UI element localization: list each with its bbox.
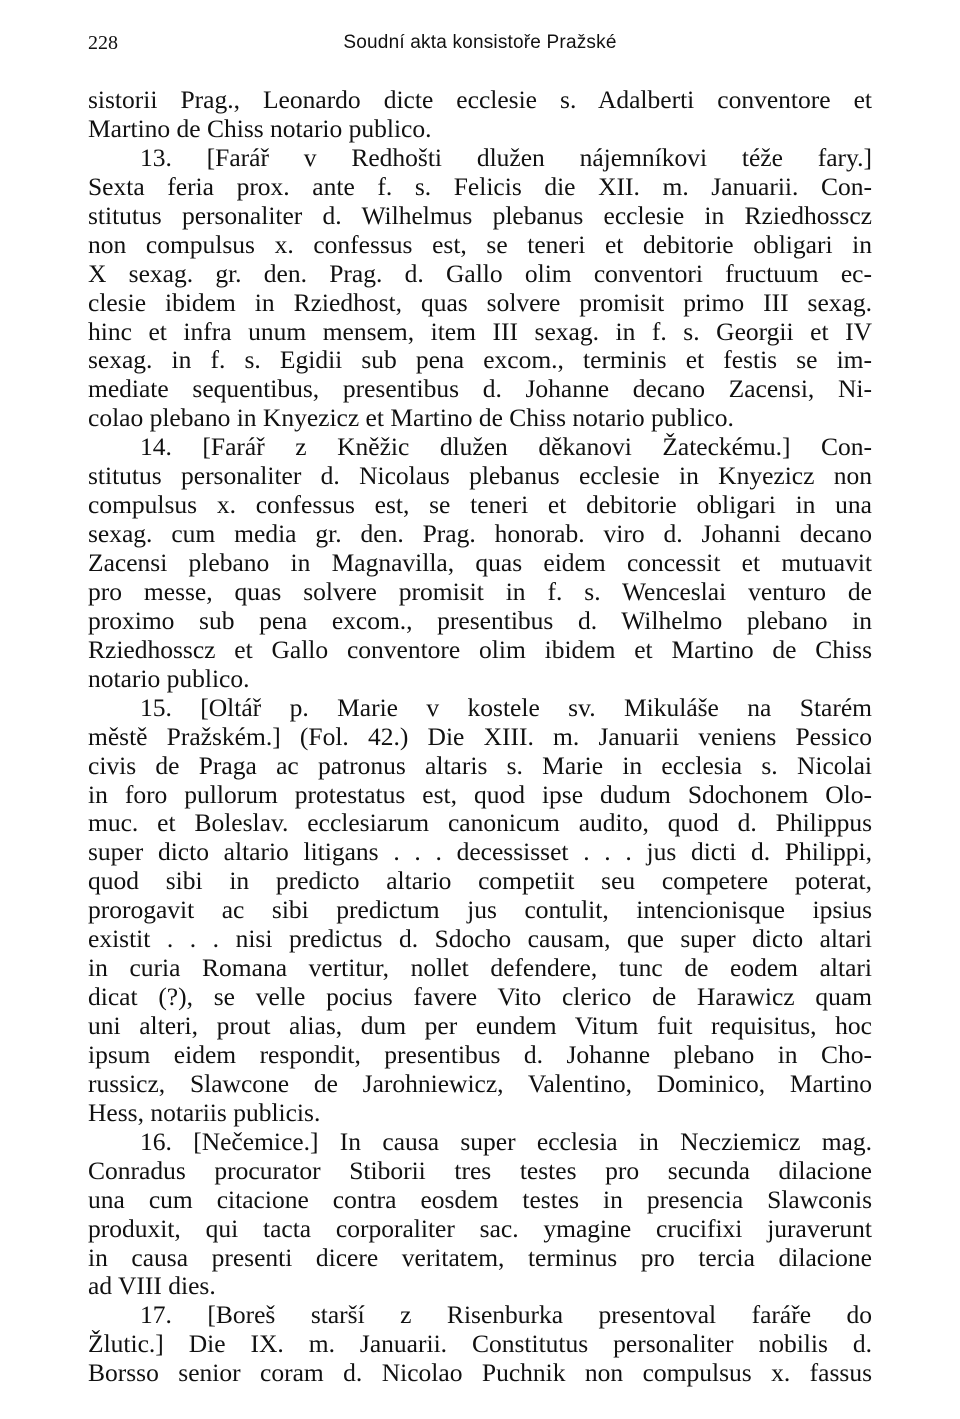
text-line: civis de Praga ac patronus altaris s. Marie in ecclesia s. Nicolai xyxy=(88,750,872,780)
text-line: hinc et infra unum mensem, item III sexag. in f. s. Georgii et IV xyxy=(88,316,872,346)
text-line: clesie ibidem in Rziedhost, quas solvere promisit primo III sexag. xyxy=(88,287,872,317)
entry-15-heading: 15. [Oltář p. Marie v kostele sv. Mikuláše na Starém xyxy=(140,692,872,722)
text-line: ad VIII dies. xyxy=(88,1271,216,1301)
text-line: in curia Romana vertitur, nollet defendere, tunc de eodem altari xyxy=(88,953,872,983)
text-line: uni alteri, prout alias, dum per eundem Vitum fuit requisitus, hoc xyxy=(88,1011,872,1040)
text-line: Zacensi plebano in Magnavilla, quas eidem concessit et mutuavit xyxy=(88,548,872,577)
running-head: Soudní akta konsistoře Pražské xyxy=(343,32,617,53)
text-line: X sexag. gr. den. Prag. d. Gallo olim conventori fructuum ec- xyxy=(88,258,872,288)
text-line: pro messe, quas solvere promisit in f. s. Wenceslai venturo de xyxy=(88,576,872,606)
text-line: muc. et Boleslav. ecclesiarum canonicum audito, quod d. Philippus xyxy=(88,808,872,838)
text-line: una cum citacione contra eosdem testes in presencia Slawconis xyxy=(88,1184,872,1214)
text-line: colao plebano in Knyezicz et Martino de Chiss notario publico. xyxy=(88,403,734,433)
text-line: super dicto altario litigans . . . decessisset . . . jus dicti d. Philippi, xyxy=(88,837,872,867)
text-line: Sexta feria prox. ante f. s. Felicis die XII. m. Januarii. Con- xyxy=(88,171,872,201)
page-header xyxy=(88,30,872,56)
text-line: sexag. cum media gr. den. Prag. honorab. viro d. Johanni decano xyxy=(88,519,872,549)
text-line: stitutus personaliter d. Nicolaus plebanus ecclesie in Knyezicz non xyxy=(88,461,872,491)
entry-16-heading: 16. [Nečemice.] In causa super ecclesia in Necziemicz mag. xyxy=(140,1126,872,1156)
text-line: produxit, qui tacta corporaliter sac. ymagine crucifixi juraverunt xyxy=(88,1213,872,1243)
text-line: quod sibi in predicto altario competiit seu competere poterat, xyxy=(88,866,872,896)
text-line: prorogavit ac sibi predictum jus contulit, intencionisque ipsius xyxy=(88,895,872,925)
text-line: Martino de Chiss notario publico. xyxy=(88,113,432,143)
text-line: Borsso senior coram d. Nicolao Puchnik non compulsus x. fassus xyxy=(88,1358,872,1388)
text-line: stitutus personaliter d. Wilhelmus plebanus ecclesie in Rziedhosscz xyxy=(88,200,872,230)
page-number: 228 xyxy=(88,32,118,54)
text-line: non compulsus x. confessus est, se teneri et debitorie obligari in xyxy=(88,229,872,259)
text-line: ipsum eidem respondit, presentibus d. Johanne plebano in Cho- xyxy=(88,1039,872,1069)
entry-14-heading: 14. [Farář z Kněžic dlužen děkanovi Žateckému.] Con- xyxy=(140,432,872,462)
entry-17-heading: 17. [Boreš starší z Risenburka presentoval faráře do xyxy=(140,1300,872,1330)
text-line: notario publico. xyxy=(88,663,250,693)
text-line: in causa presenti dicere veritatem, terminus pro tercia dilacione xyxy=(88,1242,872,1272)
entry-13-heading: 13. [Farář v Redhošti dlužen nájemníkovi téže fary.] xyxy=(140,142,872,172)
text-line: Rziedhosscz et Gallo conventore olim ibidem et Martino de Chiss xyxy=(88,634,872,664)
text-line: sistorii Prag., Leonardo dicte ecclesie s. Adalberti conventore et xyxy=(88,85,872,114)
text-line: proximo sub pena excom., presentibus d. Wilhelmo plebano in xyxy=(88,605,872,635)
text-line: městě Pražském.] (Fol. 42.) Die XIII. m. Januarii veniens Pessico xyxy=(88,721,872,751)
text-line: dicat (?), se velle pocius favere Vito clerico de Harawicz quam xyxy=(88,982,872,1012)
text-line: in foro pullorum protestatus est, quod ipse dudum Sdochonem Olo- xyxy=(88,779,872,809)
text-line: sexag. in f. s. Egidii sub pena excom., terminis et festis se im- xyxy=(88,345,872,375)
text-line: mediate sequentibus, presentibus d. Johanne decano Zacensi, Ni- xyxy=(88,374,872,404)
text-line: Conradus procurator Stiborii tres testes pro secunda dilacione xyxy=(88,1155,872,1185)
text-line: compulsus x. confessus est, se teneri et debitorie obligari in una xyxy=(88,490,872,520)
text-line: existit . . . nisi predictus d. Sdocho causam, que super dicto altari xyxy=(88,924,872,954)
text-line: russicz, Slawcone de Jarohniewicz, Valentino, Dominico, Martino xyxy=(88,1068,872,1098)
text-line: Hess, notariis publicis. xyxy=(88,1097,321,1127)
text-line: Žlutic.] Die IX. m. Januarii. Constitutus personaliter nobilis d. xyxy=(88,1329,872,1359)
body-text xyxy=(88,86,872,1388)
